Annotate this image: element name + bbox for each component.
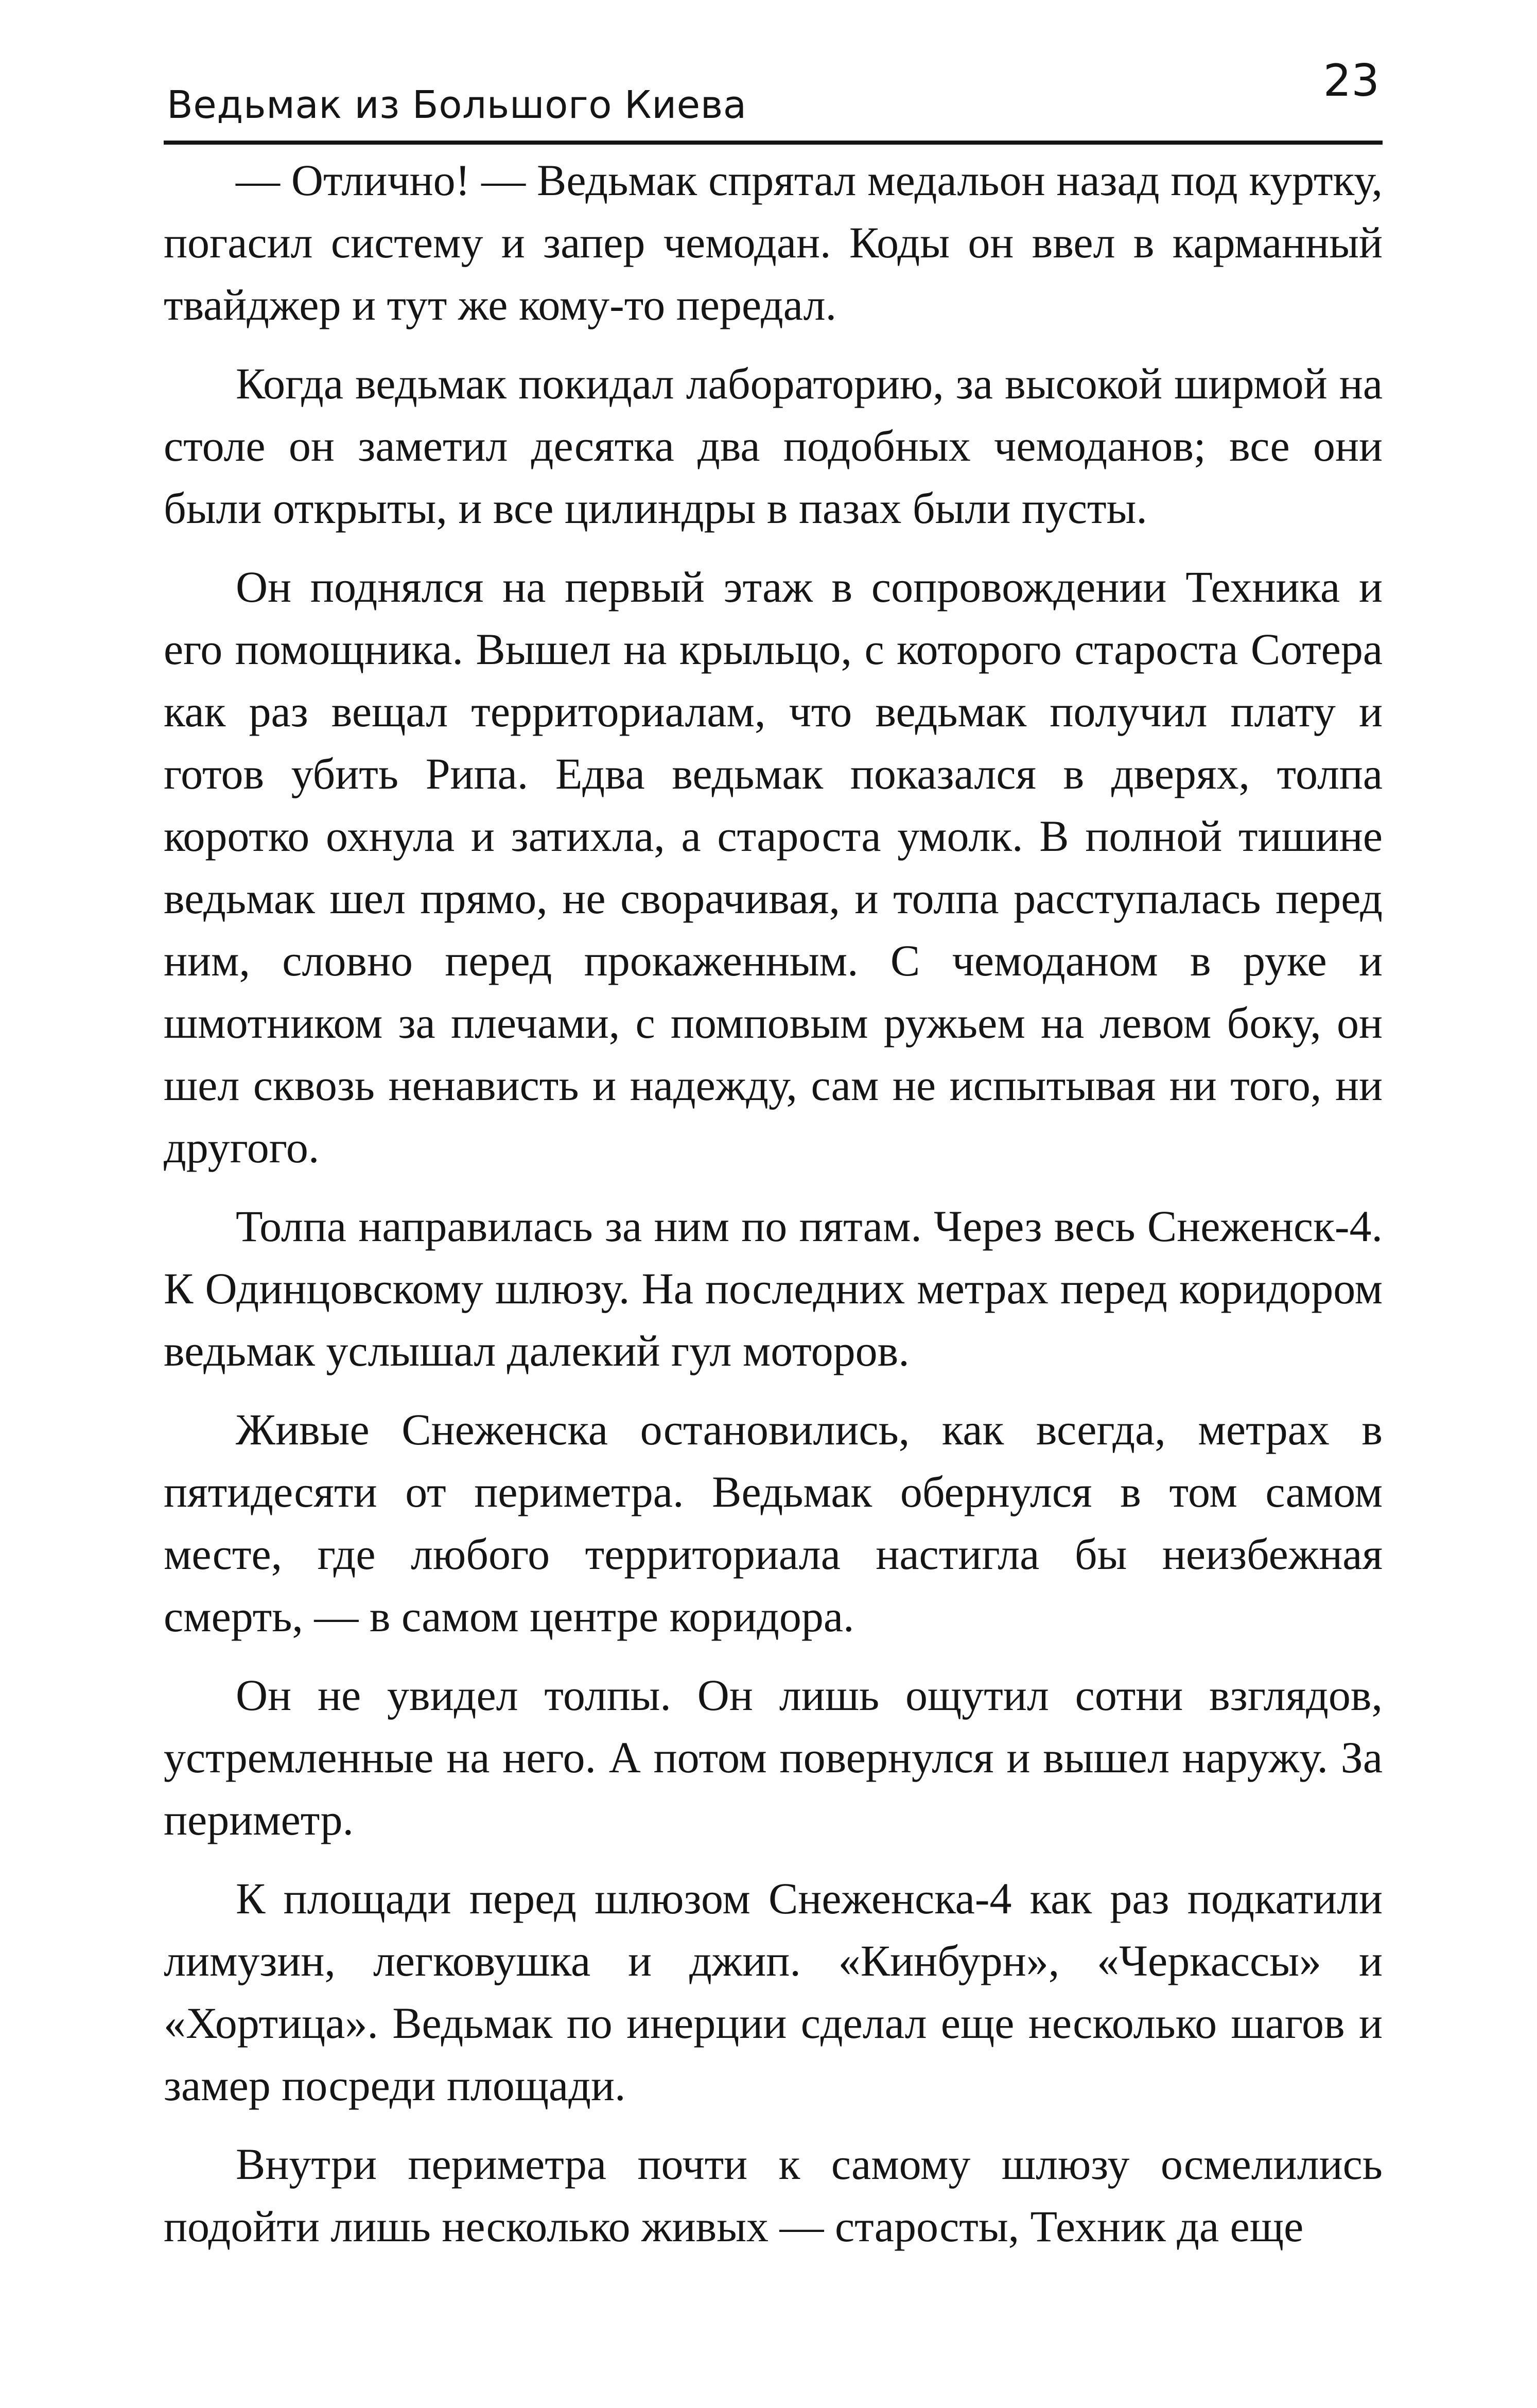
paragraph: Когда ведьмак покидал лабораторию, за высокой ширмой на столе он заметил десятка два подобных чемоданов; все они были открыты, и все цилиндры в пазах были пусты. [164, 359, 1383, 533]
paragraph: Толпа направилась за ним по пятам. Через весь Снеженск-4. К Одинцовскому шлюзу. На последних метрах перед коридором ведьмак услышал далекий гул моторов. [164, 1201, 1383, 1375]
paragraph: Он не увидел толпы. Он лишь ощутил сотни взглядов, устремленные на него. А потом повернулся и вышел наружу. За периметр. [164, 1670, 1383, 1844]
header-rule [164, 141, 1383, 145]
paragraph: Он поднялся на первый этаж в сопровождении Техника и его помощника. Вышел на крыльцо, с которого староста Сотера как раз вещал территориалам, что ведьмак получил плату и готов убить Рипа. Едва ведьмак показался в дверях, толпа коротко охнула и затихла, а староста умолк. В полной тишине ведьмак шел прямо, не сворачивая, и толпа расступалась перед ним, словно перед прокаженным. С чемоданом в руке и шмотником за плечами, с помповым ружьем на левом боку, он шел сквозь ненависть и надежду, сам не испытывая ни того, ни другого. [164, 562, 1383, 1172]
paragraph: К площади перед шлюзом Снеженска-4 как раз подкатили лимузин, легковушка и джип. «Кинбурн», «Черкассы» и «Хортица». Ведьмак по инерции сделал еще несколько шагов и замер посреди площади. [164, 1874, 1383, 2110]
running-title: Ведьмак из Большого Киева [167, 83, 747, 127]
paragraph: Внутри периметра почти к самому шлюзу осмелились подойти лишь несколько живых — старосты, Техник да еще [164, 2139, 1383, 2251]
paragraph: Живые Снеженска остановились, как всегда, метрах в пятидесяти от периметра. Ведьмак обернулся в том самом месте, где любого территориала настигла бы неизбежная смерть, — в самом центре коридора. [164, 1405, 1383, 1641]
page-number: 23 [1323, 55, 1379, 107]
paragraph: — Отлично! — Ведьмак спрятал медальон назад под куртку, погасил систему и запер чемодан. Коды он ввел в карманный твайджер и тут же кому-то передал. [164, 155, 1383, 329]
page-header [164, 50, 1383, 148]
body-text [164, 149, 1383, 2274]
